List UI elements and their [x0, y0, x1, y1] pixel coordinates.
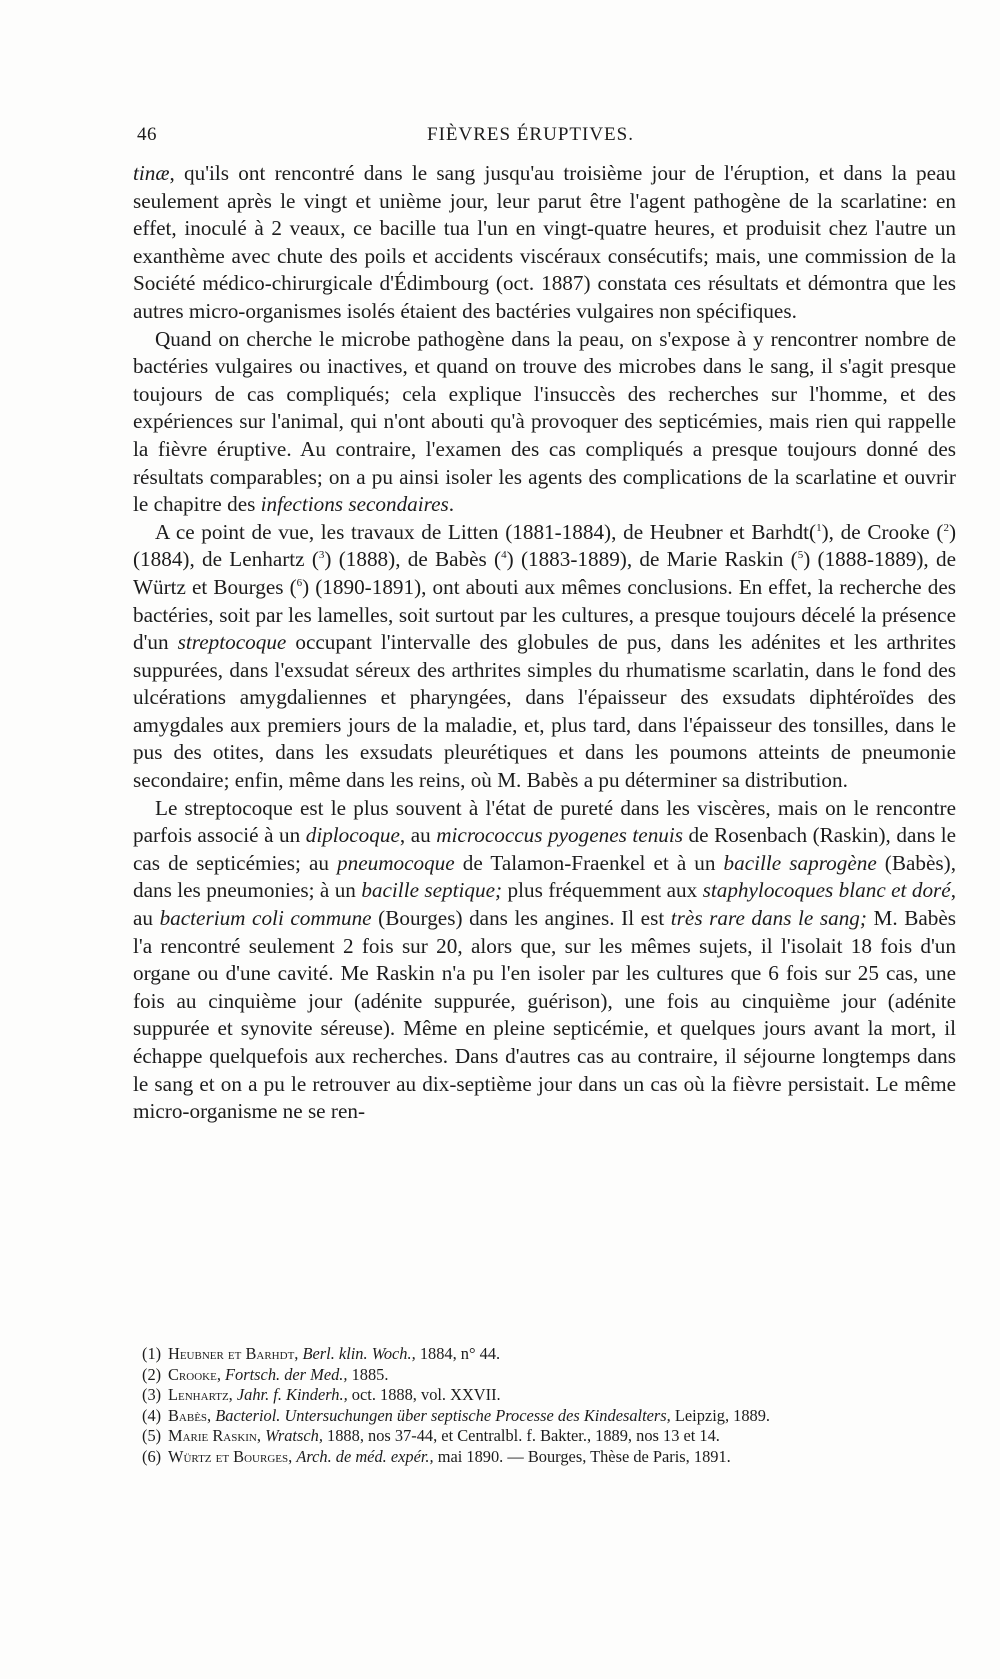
footnote-rest: 1885.	[351, 1364, 389, 1384]
footnote-source: Bacteriol. Untersuchungen über septische Processe des Kindesalters,	[215, 1405, 671, 1425]
italic-term: micrococcus pyogenes tenuis	[436, 823, 684, 848]
footnote-ref: 1	[816, 521, 822, 534]
footnote-ref: 2	[943, 521, 949, 534]
footnote-source: Fortsch. der Med.,	[225, 1364, 348, 1384]
paragraph-1: tinæ, qu'ils ont rencontré dans le sang jusqu'au troisième jour de l'éruption, et dans la peau seulement après le vingt et unième jour, leur parut être l'agent pathogène de la scarlatine: en effet, inoculé à 2 veaux, ce bacille tua l'un en vingt-quatre heures, et produisit chez l'autre un exanthème avec chute des poils et accidents viscéraux consécutifs; mais, une commission de la Société médico-chirurgicale d'Édimbourg (oct. 1887) constata ces résultats et démontra que les autres micro-organismes isolés étaient des bactéries vulgaires non spécifiques.	[133, 161, 956, 323]
page-number: 46	[137, 124, 157, 145]
italic-term: pneumocoque	[337, 850, 455, 875]
main-text	[133, 160, 956, 1126]
footnote-marker: (2)	[142, 1364, 162, 1384]
footnote-2	[142, 1365, 954, 1386]
footnote-author: Heubner et Barhdt,	[168, 1344, 299, 1363]
footnote-marker: (1)	[142, 1344, 162, 1363]
italic-term: bacille septique;	[361, 878, 503, 903]
footnote-4	[142, 1406, 954, 1427]
running-title: FIÈVRES ÉRUPTIVES.	[427, 124, 634, 145]
footnote-1	[142, 1344, 954, 1365]
footnote-rest: oct. 1888, vol. XXVII.	[351, 1385, 501, 1405]
footnote-marker: (4)	[142, 1405, 162, 1425]
footnote-rest: Leipzig, 1889.	[674, 1405, 771, 1425]
footnote-author: Würtz et Bourges,	[168, 1446, 293, 1466]
footnote-source: Berl. klin. Woch.,	[302, 1344, 416, 1363]
footnote-source: Jahr. f. Kinderh.,	[236, 1385, 348, 1405]
italic-term: bacille saprogène	[723, 850, 877, 875]
footnote-ref: 5	[797, 549, 804, 562]
footnote-author: Marie Raskin,	[168, 1426, 261, 1446]
italic-term: très rare dans le sang;	[670, 906, 867, 931]
paragraph-4: Le streptocoque est le plus souvent à l'état de pureté dans les viscères, mais on le rencontre parfois associé à un diplocoque, au micrococcus pyogenes tenuis de Rosenbach (Raskin), dans le cas de septicémies; au pneumocoque de Talamon-Fraenkel et à un bacille saprogène (Babès), dans les pneumonies; à un bacille septique; plus fréquemment aux staphylocoques blanc et doré, au bacterium coli commune (Bourges) dans les angines. Il est très rare dans le sang; M. Babès l'a rencontré seulement 2 fois sur 20, alors que, sur les mêmes sujets, il l'isolait 18 fois d'un organe ou d'une cavité. Me Raskin n'a pu l'en isoler par les cultures que 6 fois sur 25 cas, une fois au cinquième jour (adénite suppurée, guérison), une fois au cinquième jour (adénite suppurée et synovite séreuse). Même en pleine septicémie, et quelques jours avant la mort, il échappe quelquefois aux recherches. Dans d'autres cas au contraire, il séjourne longtemps dans le sang et on a pu le retrouver au dix-septième jour dans un cas où la fièvre persistait. Le même micro-organisme ne se ren-	[133, 795, 957, 1124]
footnote-author: Babès,	[168, 1405, 212, 1425]
footnote-source: Arch. de méd. expér.,	[296, 1446, 434, 1466]
footnote-marker: (5)	[142, 1426, 162, 1446]
footnote-6	[142, 1447, 954, 1468]
paragraph-3: A ce point de vue, les travaux de Litten (1881-1884), de Heubner et Barhdt($^1$), de Crooke ($^2$) (1884), de Lenhartz ($^3$) (1888), de Babès ($^4$) (1883-1889), de Marie Raskin ($^5$) (1888-1889), de Würtz et Bourges ($^6$) (1890-1891), ont abouti aux mêmes conclusions. En effet, la recherche des bactéries, soit par les lamelles, soit surtout par les cultures, a presque toujours décelé la présence d'un streptocoque occupant l'intervalle des globules de pus, dans les adénites et les arthrites suppurées, dans l'exsudat séreux des arthrites simples du rhumatisme scarlatin, dans le fond des ulcérations amygdaliennes et pharyngées, dans l'épaisseur des exsudats diphtéroïdes des amygdales aux premiers jours de la maladie, et, plus tard, dans l'épaisseur des tonsilles, dans le pus des otites, dans les exsudats pleurétiques et dans les poumons atteints de pneumonie secondaire; enfin, même dans les reins, où M. Babès a pu déterminer sa distribution.	[133, 519, 957, 793]
footnote-ref: 3	[318, 549, 325, 562]
footnote-5	[142, 1426, 954, 1447]
footnote-author: Lenhartz,	[168, 1385, 233, 1405]
italic-term: tinæ	[133, 161, 170, 185]
footnote-marker: (6)	[142, 1446, 162, 1466]
italic-term: infections secondaires	[260, 492, 449, 517]
footnote-ref: 6	[296, 576, 303, 589]
footnote-ref: 4	[501, 549, 507, 562]
footnote-source: Wratsch,	[265, 1426, 323, 1446]
italic-term: staphylocoques blanc et doré	[702, 878, 951, 903]
italic-term: diplocoque	[305, 823, 400, 848]
footnote-rest: 1884, n° 44.	[419, 1344, 501, 1363]
page-header	[137, 124, 937, 154]
italic-term: bacterium coli commune	[159, 906, 372, 931]
footnote-marker: (3)	[142, 1385, 162, 1405]
footnote-rest: mai 1890. — Bourges, Thèse de Paris, 1891.	[437, 1446, 731, 1466]
footnote-author: Crooke,	[168, 1364, 221, 1384]
italic-term: streptocoque	[177, 630, 287, 655]
paragraph-2: Quand on cherche le microbe pathogène dans la peau, on s'expose à y rencontrer nombre de bactéries vulgaires ou inactives, et quand on trouve des microbes dans le sang, il s'agit presque toujours de cas compliqués; cela explique l'insuccès des recherches sur l'homme, et des expériences sur l'animal, qui n'ont abouti qu'à provoquer des septicémies, mais rien qui rappelle la fièvre éruptive. Au contraire, l'examen des cas compliqués a presque toujours donné des résultats comparables; on a pu ainsi isoler les agents des complications de la scarlatine et ouvrir le chapitre des infections secondaires.	[133, 326, 956, 517]
footnote-3	[142, 1385, 954, 1406]
footnote-rest: 1888, nos 37-44, et Centralbl. f. Bakter., 1889, nos 13 et 14.	[327, 1426, 720, 1446]
footnotes	[142, 1344, 954, 1468]
